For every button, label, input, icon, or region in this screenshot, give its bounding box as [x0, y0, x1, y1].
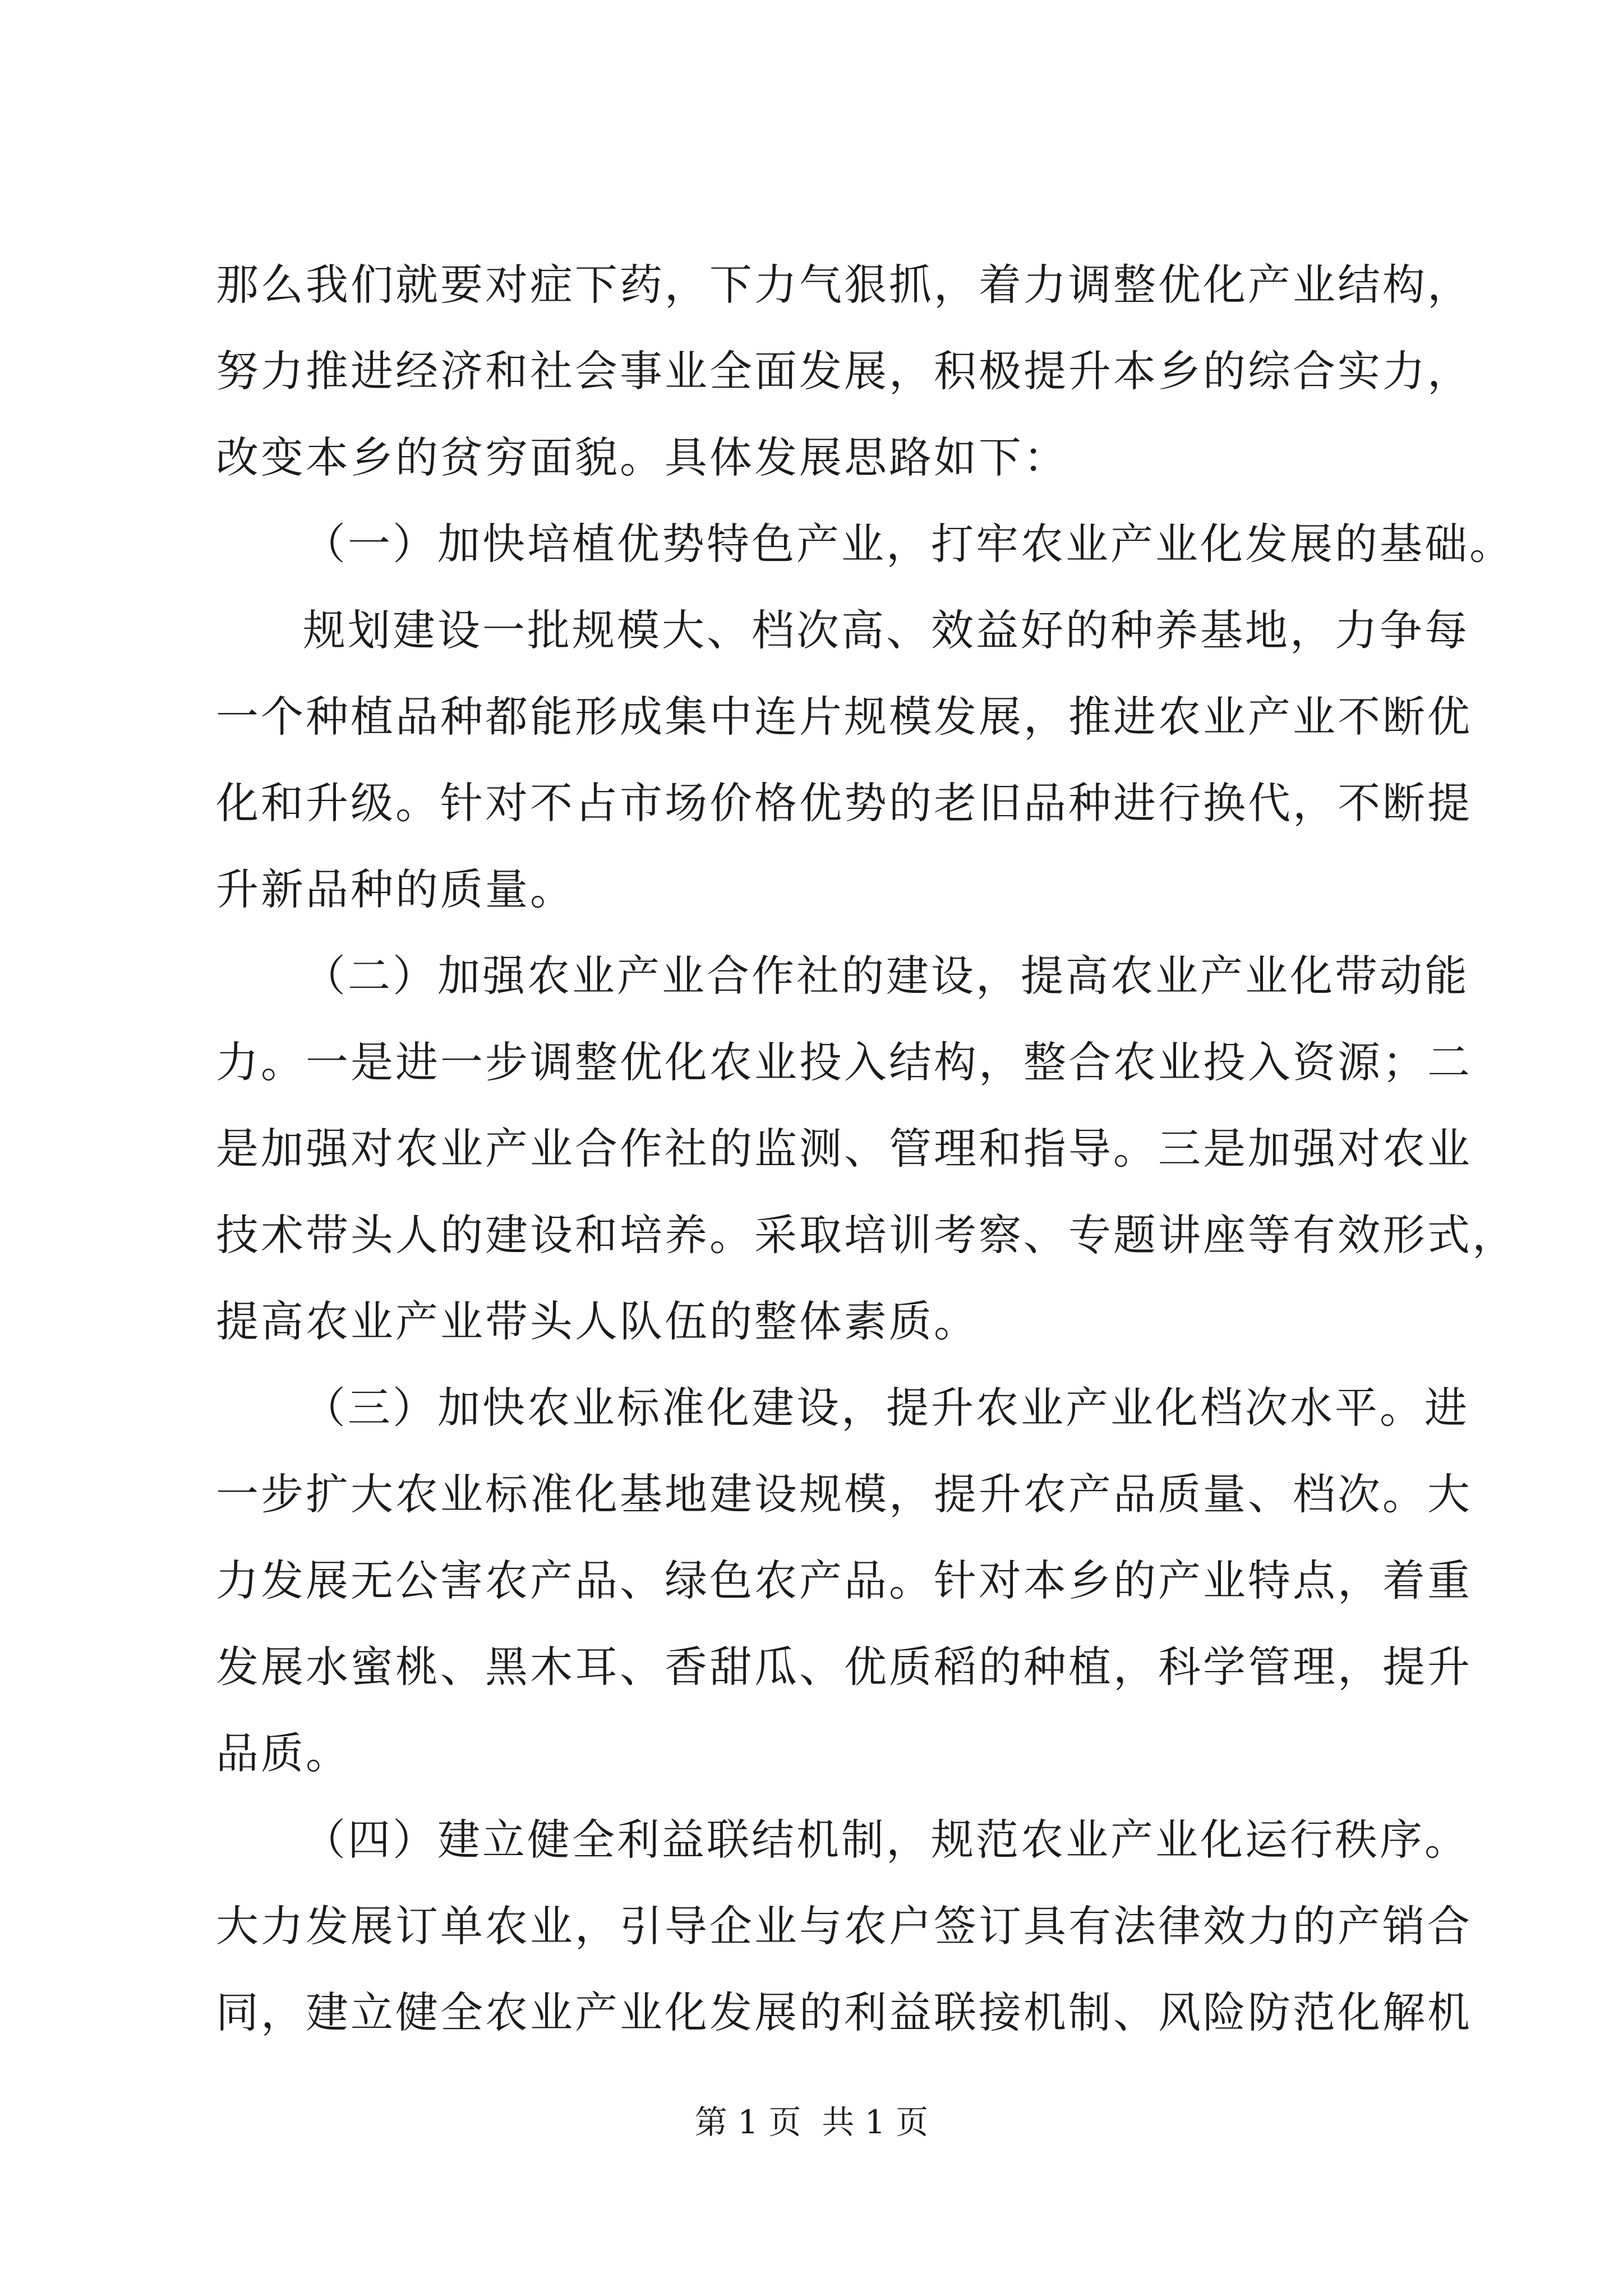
section-heading-1: （一）加快培植优势特色产业，打牢农业产业化发展的基础。 [303, 519, 1514, 569]
text-line: 一步扩大农业标准化基地建设规模，提升农产品质量、档次。大 [216, 1469, 1472, 1519]
text-line: 努力推进经济和社会事业全面发展，积极提升本乡的综合实力， [216, 346, 1472, 396]
section-heading-4: （四）建立健全利益联结机制，规范农业产业化运行秩序。 [303, 1815, 1469, 1865]
text-line: 升新品种的质量。 [216, 864, 575, 914]
text-line: 品质。 [216, 1728, 351, 1778]
text-line: 力发展无公害农产品、绿色农产品。针对本乡的产业特点，着重 [216, 1556, 1472, 1605]
text-line: 大力发展订单农业，引导企业与农户签订具有法律效力的产销合 [216, 1901, 1472, 1951]
text-line: 那么我们就要对症下药，下力气狠抓，着力调整优化产业结构， [216, 260, 1472, 310]
text-line: 技术带头人的建设和培养。采取培训考察、专题讲座等有效形式， [216, 1210, 1517, 1260]
text-line: 改变本乡的贫穷面貌。具体发展思路如下： [216, 432, 1068, 482]
section-heading-2: （二）加强农业产业合作社的建设，提高农业产业化带动能 [303, 951, 1469, 1001]
text-line: 是加强对农业产业合作社的监测、管理和指导。三是加强对农业 [216, 1124, 1472, 1174]
text-line: 力。一是进一步调整优化农业投入结构，整合农业投入资源；二 [216, 1037, 1472, 1087]
text-line: 化和升级。针对不占市场价格优势的老旧品种进行换代，不断提 [216, 778, 1472, 828]
text-line: 规划建设一批规模大、档次高、效益好的种养基地，力争每 [303, 605, 1469, 655]
text-line: 提高农业产业带头人队伍的整体素质。 [216, 1296, 979, 1346]
section-heading-3: （三）加快农业标准化建设，提升农业产业化档次水平。进 [303, 1383, 1469, 1433]
text-line: 发展水蜜桃、黑木耳、香甜瓜、优质稻的种植，科学管理，提升 [216, 1642, 1472, 1692]
page-number-footer: 第 1 页 共 1 页 [694, 2103, 929, 2141]
text-line: 同，建立健全农业产业化发展的利益联接机制、风险防范化解机 [216, 1987, 1472, 2037]
text-line: 一个种植品种都能形成集中连片规模发展，推进农业产业不断优 [216, 692, 1472, 742]
